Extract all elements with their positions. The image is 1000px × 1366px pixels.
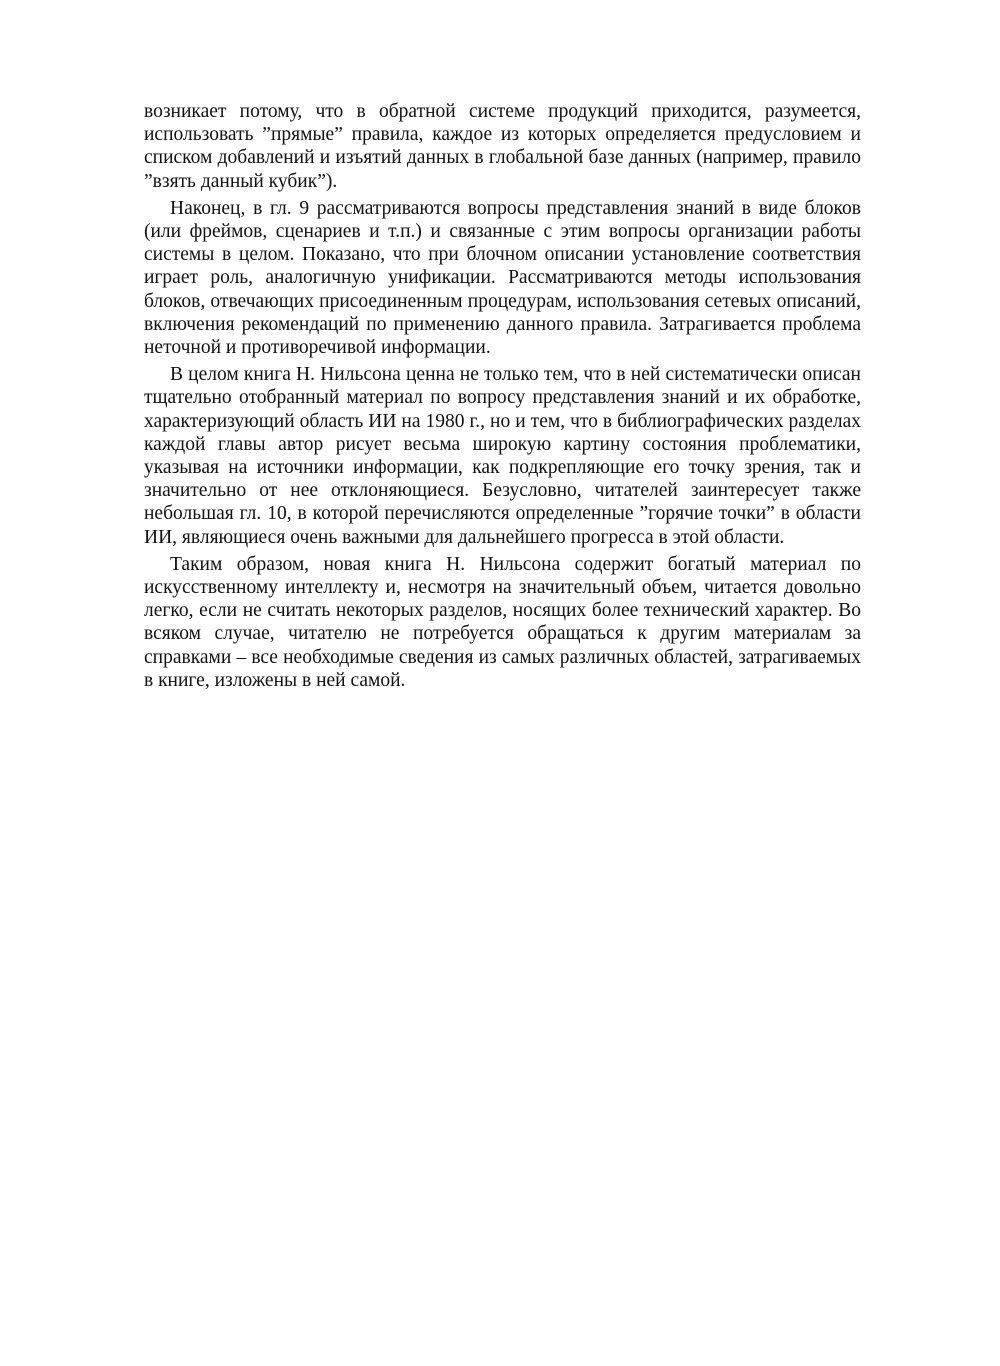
document-page — [144, 100, 861, 696]
paragraph-4: Таким образом, новая книга Н. Нильсона содержит богатый материал по искусственному интеллекту и, несмотря на значительный объем, читается довольно легко, если не считать некоторых разделов, носящих более технический характер. Во всяком случае, читателю не потребуется обращаться к другим материалам за справками – все необходимые сведения из самых различных областей, затрагиваемых в книге, изложены в ней самой. — [144, 553, 861, 691]
paragraph-3: В целом книга Н. Нильсона ценна не только тем, что в ней систематически описан тщательно отобранный материал по вопросу представления знаний и их обработке, характеризующий область ИИ на 1980 г., но и тем, что в библиографических разделах каждой главы автор рисует весьма широкую картину состояния проблематики, указывая на источники информации, как подкрепляющие его точку зрения, так и значительно от нее отклоняющиеся. Безусловно, читателей заинтересует также небольшая гл. 10, в которой перечисляются определенные ”горячие точки” в области ИИ, являющиеся очень важными для дальнейшего прогресса в этой области. — [144, 364, 861, 548]
paragraph-1: возникает потому, что в обратной системе продукций приходится, разумеется, использовать ”прямые” правила, каждое из которых определяется предусловием и списком добавлений и изъятий данных в глобальной базе данных (например, правило ”взять данный кубик”). — [144, 101, 861, 192]
paragraph-2: Наконец, в гл. 9 рассматриваются вопросы представления знаний в виде блоков (или фреймов, сценариев и т.п.) и связанные с этим вопросы организации работы системы в целом. Показано, что при блочном описании установление соответствия играет роль, аналогичную унификации. Рассматриваются методы использования блоков, отвечающих присоединенным процедурам, использования сетевых описаний, включения рекомендаций по применению данного правила. Затрагивается проблема неточной и противоречивой информации. — [144, 197, 861, 359]
